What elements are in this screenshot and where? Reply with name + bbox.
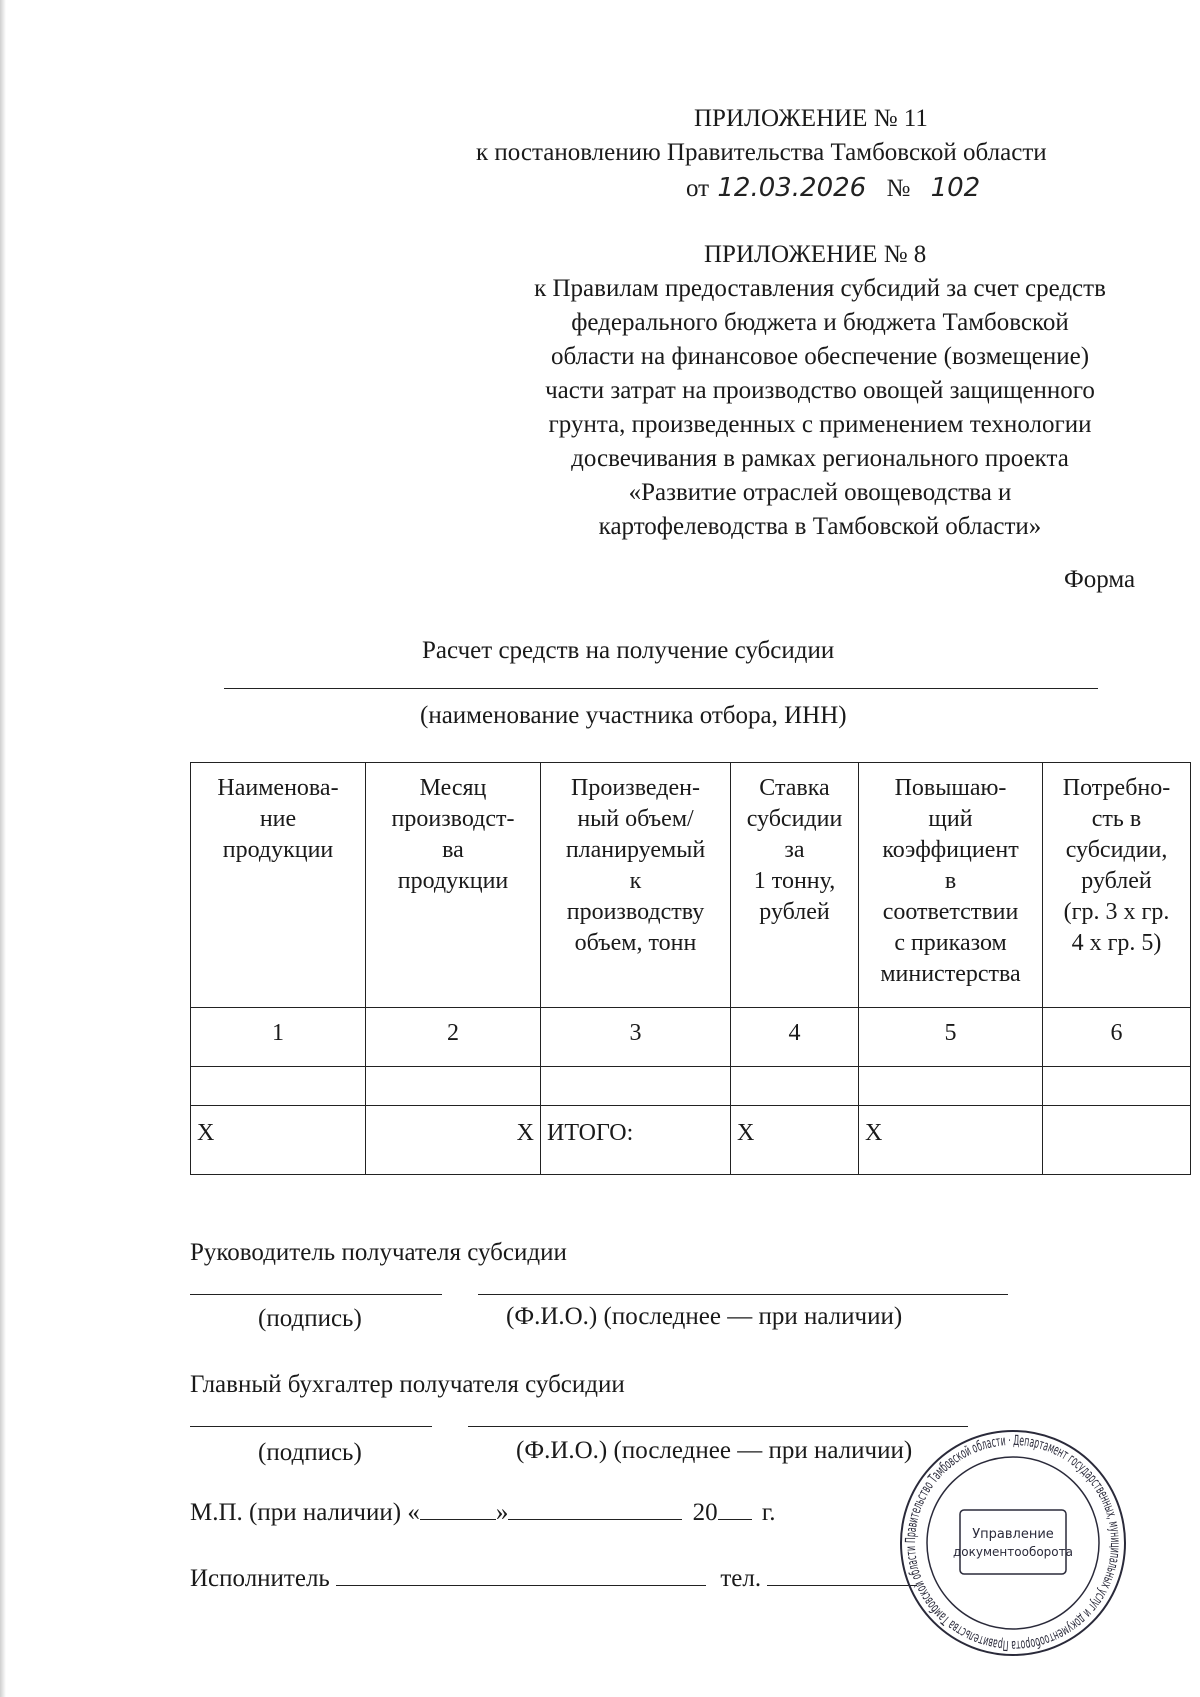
- header-cell: Повышаю- щий коэффициент в соответствии с приказом министерства: [859, 763, 1043, 1008]
- appendix11-subtitle: к постановлению Правительства Тамбовской области: [476, 139, 1047, 166]
- table-header-row: [191, 763, 1191, 1008]
- appendix8-line: досвечивания в рамках регионального проекта: [571, 445, 1069, 472]
- empty-cell[interactable]: [541, 1067, 731, 1106]
- appendix8-text: [470, 272, 1170, 544]
- column-number: 2: [366, 1008, 541, 1067]
- executor-label: Исполнитель: [190, 1565, 330, 1592]
- stamp-outer-text: Правительство Тамбовской области · Департамент государственных, муниципальных услуг и документооборота Правительства Тамбовской области: [902, 1432, 1124, 1654]
- mp-label: М.П. (при наличии) «: [190, 1499, 420, 1526]
- number-label: №: [886, 175, 911, 202]
- appendix8-line: части затрат на производство овощей защищенного: [545, 377, 1095, 404]
- participant-line: [224, 688, 1098, 689]
- head-name-line: [478, 1294, 1008, 1295]
- column-number: 5: [859, 1008, 1043, 1067]
- empty-cell[interactable]: [191, 1067, 366, 1106]
- appendix11-date-row: [686, 173, 980, 204]
- appendix8-line: «Развитие отраслей овощеводства и: [628, 479, 1012, 506]
- date-prefix: от: [686, 175, 710, 202]
- column-number: 4: [731, 1008, 859, 1067]
- table-total-row: [191, 1106, 1191, 1175]
- head-name-caption: (Ф.И.О.) (последнее — при наличии): [506, 1303, 903, 1330]
- empty-cell[interactable]: [731, 1067, 859, 1106]
- accountant-signature-caption: (подпись): [258, 1439, 362, 1466]
- appendix8-title: ПРИЛОЖЕНИЕ № 8: [704, 241, 927, 268]
- total-cell: Х: [859, 1106, 1043, 1175]
- appendix8-line: к Правилам предоставления субсидий за счет средств: [534, 275, 1106, 302]
- phone-line: [767, 1585, 917, 1586]
- handwritten-number: 102: [930, 173, 981, 203]
- mp-year-suffix: г.: [761, 1499, 776, 1526]
- phone-label: тел.: [720, 1565, 762, 1592]
- header-cell: Наименова- ние продукции: [191, 763, 366, 1008]
- appendix8-line: картофелеводства в Тамбовской области»: [598, 513, 1042, 540]
- appendix11-title: ПРИЛОЖЕНИЕ № 11: [694, 105, 928, 132]
- stamp-seal: [898, 1428, 1128, 1658]
- total-label: ИТОГО:: [541, 1106, 731, 1175]
- form-label: Форма: [1064, 566, 1136, 593]
- head-signature-caption: (подпись): [258, 1305, 362, 1332]
- handwritten-date: 12.03.2026: [717, 173, 867, 203]
- mp-year-line: [718, 1519, 752, 1520]
- accountant-name-caption: (Ф.И.О.) (последнее — при наличии): [516, 1437, 913, 1464]
- executor-row: [190, 1564, 917, 1594]
- head-label: Руководитель получателя субсидии: [190, 1239, 567, 1266]
- total-cell: Х: [366, 1106, 541, 1175]
- mp-month-line: [508, 1519, 682, 1520]
- total-cell: Х: [731, 1106, 859, 1175]
- appendix8-line: федерального бюджета и бюджета Тамбовской: [571, 309, 1069, 336]
- empty-cell[interactable]: [1043, 1067, 1191, 1106]
- accountant-label: Главный бухгалтер получателя субсидии: [190, 1371, 625, 1398]
- mp-day-line: [420, 1519, 496, 1520]
- mp-quote-close: »: [495, 1499, 509, 1526]
- total-amount-cell[interactable]: [1043, 1106, 1191, 1175]
- executor-line: [336, 1585, 706, 1586]
- participant-caption: (наименование участника отбора, ИНН): [420, 702, 847, 729]
- document-title: Расчет средств на получение субсидии: [422, 637, 835, 664]
- header-cell: Произведен- ный объем/ планируемый к производству объем, тонн: [541, 763, 731, 1008]
- accountant-signature-line: [190, 1426, 432, 1427]
- appendix8-line: грунта, произведенных с применением технологии: [548, 411, 1092, 438]
- accountant-name-line: [468, 1426, 968, 1427]
- table-empty-row: [191, 1067, 1191, 1106]
- column-number: 6: [1043, 1008, 1191, 1067]
- header-cell: Месяц производст- ва продукции: [366, 763, 541, 1008]
- header-cell: Ставка субсидии за 1 тонну, рублей: [731, 763, 859, 1008]
- stamp-center-line2: документооборота: [953, 1545, 1073, 1559]
- empty-cell[interactable]: [366, 1067, 541, 1106]
- total-cell: Х: [191, 1106, 366, 1175]
- scan-edge: [0, 0, 6, 1697]
- mp-row: [190, 1498, 776, 1528]
- stamp-center-line1: Управление: [972, 1527, 1054, 1542]
- column-number: 1: [191, 1008, 366, 1067]
- empty-cell[interactable]: [859, 1067, 1043, 1106]
- column-number: 3: [541, 1008, 731, 1067]
- appendix8-line: области на финансовое обеспечение (возмещение): [550, 343, 1090, 370]
- mp-year: 20: [692, 1499, 718, 1526]
- subsidy-table: [190, 762, 1191, 1175]
- table-number-row: [191, 1008, 1191, 1067]
- head-signature-line: [190, 1294, 442, 1295]
- header-cell: Потребно- сть в субсидии, рублей (гр. 3 х гр. 4 х гр. 5): [1043, 763, 1191, 1008]
